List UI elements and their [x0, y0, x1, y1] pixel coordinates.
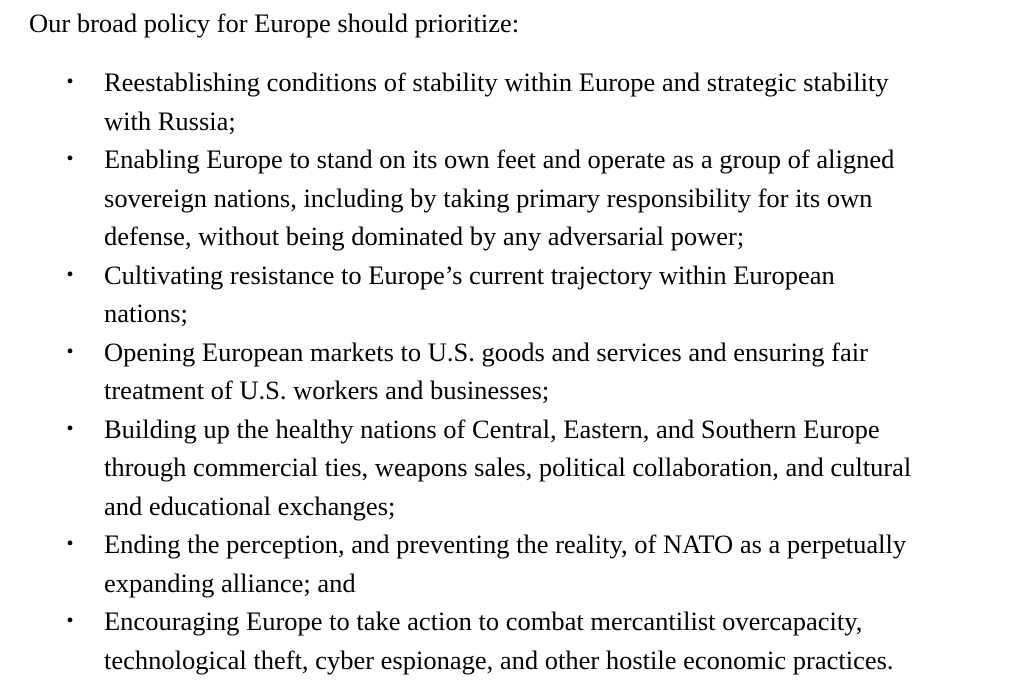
list-item — [0, 602, 1031, 679]
list-item-line: with Russia; — [104, 105, 236, 136]
list-item-line: through commercial ties, weapons sales, political collaboration, and cultural — [104, 452, 912, 482]
list-item — [0, 256, 1031, 333]
list-item-line: Building up the healthy nations of Central, Eastern, and Southern Europe — [104, 413, 880, 444]
list-item-line: Enabling Europe to stand on its own feet and operate as a group of aligned — [104, 144, 895, 174]
bullet-icon: • — [66, 340, 74, 363]
list-item-line: Encouraging Europe to take action to combat mercantilist overcapacity, — [104, 606, 863, 636]
bullet-icon: • — [66, 71, 74, 93]
list-item-line: technological theft, cyber espionage, and other hostile economic practices. — [104, 644, 894, 675]
bullet-icon: • — [66, 533, 74, 555]
list-item-line: Ending the perception, and preventing the reality, of NATO as a perpetually — [104, 529, 907, 559]
list-item — [0, 410, 1031, 526]
bullet-icon: • — [66, 263, 74, 286]
list-item-line: and educational exchanges; — [104, 490, 396, 521]
bullet-icon: • — [66, 417, 74, 440]
list-item — [0, 333, 1031, 410]
list-item-line: sovereign nations, including by taking primary responsibility for its own — [104, 182, 873, 213]
list-item-line: Reestablishing conditions of stability within Europe and strategic stability — [104, 67, 889, 97]
list-item — [0, 140, 1031, 256]
list-item — [0, 63, 1031, 140]
list-item-line: nations; — [104, 298, 188, 328]
bullet-icon: • — [66, 610, 74, 632]
bullet-icon: • — [66, 148, 74, 170]
list-item-line: Cultivating resistance to Europe’s current trajectory within European — [104, 259, 835, 290]
list-item — [0, 525, 1031, 602]
list-item-line: defense, without being dominated by any adversarial power; — [104, 221, 745, 251]
list-item-line: Opening European markets to U.S. goods and services and ensuring fair — [104, 336, 868, 367]
list-item-line: treatment of U.S. workers and businesses; — [104, 375, 550, 405]
priority-list — [0, 63, 1031, 679]
list-item-line: expanding alliance; and — [104, 567, 356, 598]
intro-paragraph: Our broad policy for Europe should prioritize: — [29, 8, 520, 38]
